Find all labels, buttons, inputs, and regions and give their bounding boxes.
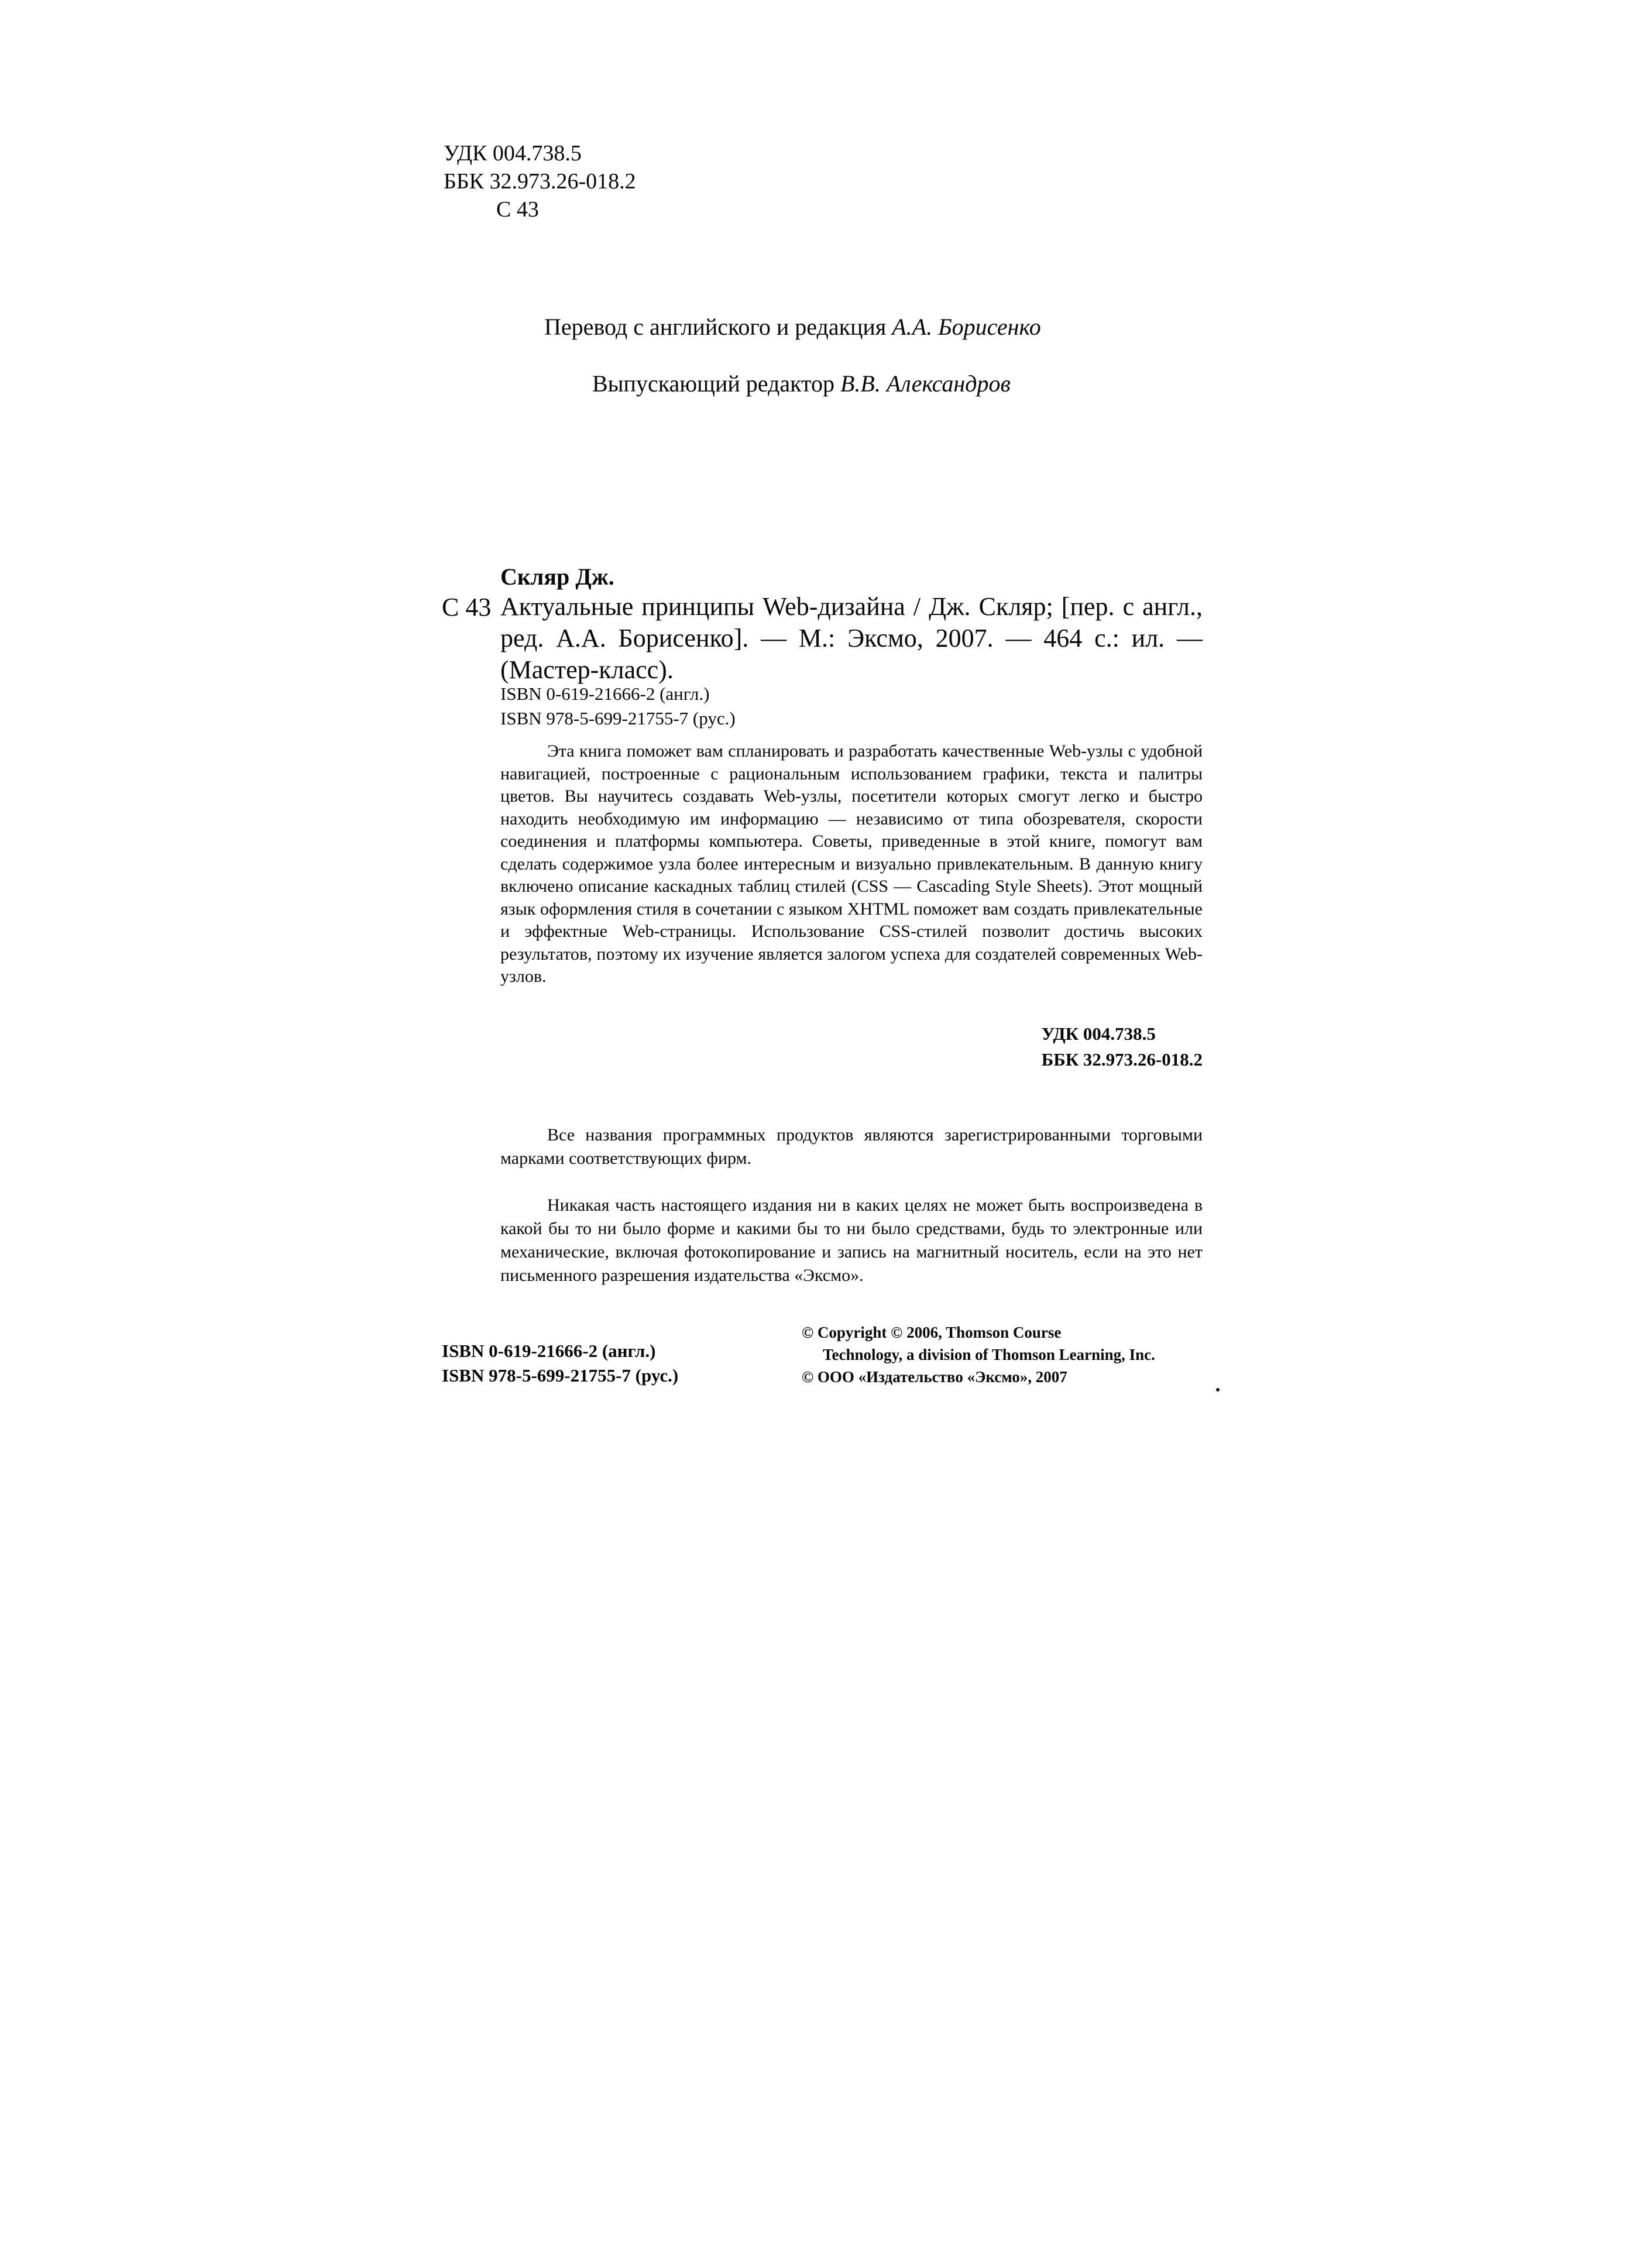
catalog-isbn-en: ISBN 0-619-21666-2 (англ.) (500, 683, 710, 704)
editor-credit (592, 370, 1011, 397)
abstract-udk: УДК 004.738.5 (1041, 1023, 1156, 1044)
catalog-cipher: С 43 (442, 593, 492, 621)
footer-isbn-en: ISBN 0-619-21666-2 (англ.) (442, 1341, 656, 1361)
copyright-block (802, 1321, 1155, 1388)
catalog-author: Скляр Дж. (500, 564, 614, 590)
scan-speck (1216, 1388, 1220, 1391)
catalog-isbn-ru: ISBN 978-5-699-21755-7 (рус.) (500, 708, 736, 729)
translation-credit (544, 313, 1041, 341)
footer-isbn-ru: ISBN 978-5-699-21755-7 (рус.) (442, 1365, 679, 1386)
abstract-bbk: ББК 32.973.26-018.2 (1041, 1049, 1203, 1070)
editor-prefix: Выпускающий редактор (592, 370, 840, 397)
trademark-notice: Все названия программных продуктов являются зарегистрированными торговыми марками соответствующих фирм. (500, 1125, 1203, 1168)
translator-name: А.А. Борисенко (892, 314, 1041, 340)
udk-code: УДК 004.738.5 (444, 141, 582, 166)
copyright-line-3: © ООО «Издательство «Эксмо», 2007 (802, 1368, 1067, 1386)
author-mark: С 43 (496, 197, 539, 222)
bbk-code: ББК 32.973.26-018.2 (444, 169, 636, 194)
copyright-line-1: © Copyright © 2006, Thomson Course (802, 1324, 1062, 1341)
editor-name: В.В. Александров (840, 370, 1011, 397)
copyright-line-2: Technology, a division of Thomson Learning, Inc. (823, 1346, 1155, 1363)
abstract-classification (1042, 1021, 1203, 1073)
translation-prefix: Перевод с английского и редакция (544, 314, 892, 340)
book-abstract: Эта книга поможет вам спланировать и разработать качественные Web-узлы с удобной навигацией, построенные с рациональным использованием графики, текста и палитры цветов. Вы научитесь создавать Web-узлы, посетители которых смогут легко и быстро находить необходимую им информацию — независимо от типа обозревателя, скорости соединения и платформы компьютера. Советы, приведенные в этой книге, помогут вам сделать содержимое узла более интересным и визуально привлекательным. В данную книгу включено описание каскадных таблиц стилей (CSS — Cascading Style Sheets). Этот мощный язык оформления стиля в сочетании с языком XHTML поможет вам создать привлекательные и эффектные Web-страницы. Использование CSS-стилей позволит достичь высоких результатов, поэтому их изучение является залогом успеха для создателей современных Web-узлов. (500, 741, 1203, 986)
catalog-description: Актуальные принципы Web-дизайна / Дж. Скляр; [пер. с англ., ред. А.А. Борисенко]. — М.: Эксмо, 2007. — 464 с.: ил. — (Мастер-класс). (500, 592, 1203, 684)
rights-notice: Никакая часть настоящего издания ни в каких целях не может быть воспроизведена в какой бы то ни было форме и какими бы то ни было средствами, будь то электронные или механические, включая фотокопирование и запись на магнитный носитель, если на это нет письменного разрешения издательства «Эксмо». (500, 1195, 1203, 1285)
footer-isbns (442, 1339, 678, 1388)
